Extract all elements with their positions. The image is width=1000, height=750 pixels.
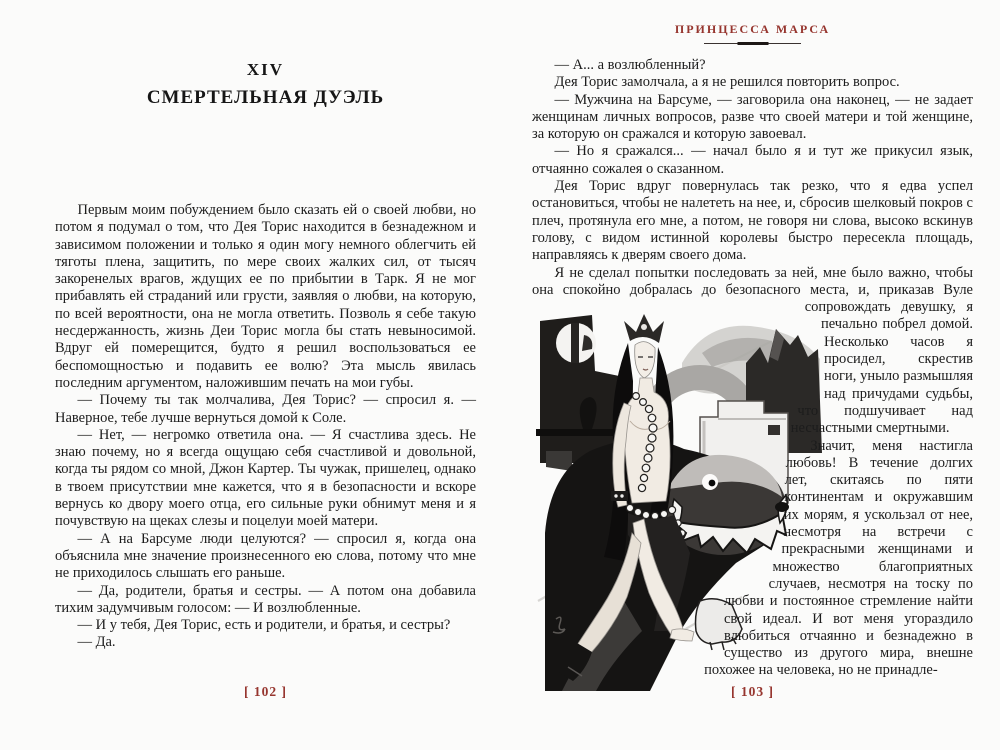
paragraph-with-illustration (532, 265, 973, 438)
paragraph: — А на Барсуме люди целуются? — спросил я, когда она объяснила мне значение произнесенного ею слова, потому что мне не приходилось слышать его раньше. (55, 530, 476, 582)
paragraph: — А... а возлюбленный? (554, 57, 706, 73)
paragraph: Дея Торис замолчала, а я не решился повторить вопрос. (554, 74, 900, 91)
paragraph: — Но я сражался... — начал было я и тут же прикусил язык, отчаянно сожалея о сказанном. (532, 143, 973, 177)
paragraph: — Почему ты так молчалива, Дея Торис? — спросил я. — Наверное, тебе лучше вернуться домой к Соле. (55, 392, 476, 426)
chapter-title: СМЕРТЕЛЬНАЯ ДУЭЛЬ (146, 87, 385, 108)
paragraph: — И у тебя, Дея Торис, есть и родители, и братья, и сестры? (77, 617, 451, 634)
folio-right: [ 103 ] (731, 684, 774, 699)
paragraph: — Нет, — негромко ответила она. — Я счастлива здесь. Не знаю почему, но я всегда ощущаю себя счастливой и довольной, когда ты рядом со мной, Джон Картер. Ты чужак, пришелец, однако в твоем присутствии мне кажется, что я в безопасности и вскоре вернусь ко двору моего отца, его сильные руки обнимут меня и я почувствую на щеках слезы и поцелуи моей матери. (55, 426, 476, 530)
right-page-text (532, 57, 973, 680)
left-page (55, 0, 476, 750)
paragraph: Дея Торис вдруг повернулась так резко, что я едва успел остановиться, чтобы не налететь на нее, и, сбросив шелковый покров с плеч, протянула его мне, а потом, не говоря ни слова, высоко вскинув голову, с видом истинной королевы быстро пересекла площадь, направляясь к дверям своего дома. (532, 178, 973, 264)
paragraph: Первым моим побуждением было сказать ей о своей любви, но потом я подумал о том, что Дея Торис находится в безнадежном и зависимом положении и только я один могу немного облегчить ей тяготы плена, защитить, по мере своих жалких сил, от тысяч закоренелых врагов, ждущих ее по прибытии в Тарк. Я не мог прибавлять ей страданий или грусти, заявляя о любви, на которую, по всей вероятности, она не могла ответить. Позволь я себе такую несдержанность, жизнь Деи Торис могла бы стать невыносимой. Вдруг ей померещится, будто я решил воспользоваться ее беспомощностью и подавить ее волю? Эта мысль явилась последним аргументом, наложившим печать на мои губы. (55, 202, 476, 391)
paragraph-lead: Я не сделал попытки последовать за ней, мне было важно, чтобы она спокойно добралась до безопасного места, и, (532, 264, 973, 298)
paragraph-rest: приказав Вуле сопровождать девушку, я печально побрел домой. Несколько часов я просидел, скрестив ноги, уныло размышляя над причудами судьбы, что подшучивает над несчастными смертными. (790, 281, 973, 437)
right-page (532, 0, 973, 750)
chapter-heading (55, 60, 476, 109)
paragraph: — Да, родители, братья и сестры. — А потом она добавила тихим задумчивым голосом: — И возлюбленные. (55, 582, 476, 616)
paragraph: — Мужчина на Барсуме, — заговорила она наконец, — не задает женщинам личных вопросов, разве что своей матери и той женщине, за которую он сражался и которую завоевал. (532, 91, 973, 143)
running-head: ПРИНЦЕССА МАРСА (674, 22, 831, 36)
folio-left: [ 102 ] (244, 684, 287, 699)
chapter-number: XIV (246, 60, 285, 79)
running-head-rule (704, 43, 801, 44)
paragraph: Значит, меня настигла любовь! В течение долгих лет, скитаясь по пяти континентам и окружавшим их морям, я ускользал от нее, несмотря на встречи с прекрасными женщинами и множество благоприятных случаев, несмотря на тоску по любви и постоянное стремление найти свой идеал. И вот меня угораздило влюбиться отчаянно и безнадежно в существо из другого мира, внешне похожее на человека, но не принадле- (704, 437, 973, 679)
left-page-text (55, 202, 476, 652)
paragraph: — Да. (77, 634, 116, 651)
